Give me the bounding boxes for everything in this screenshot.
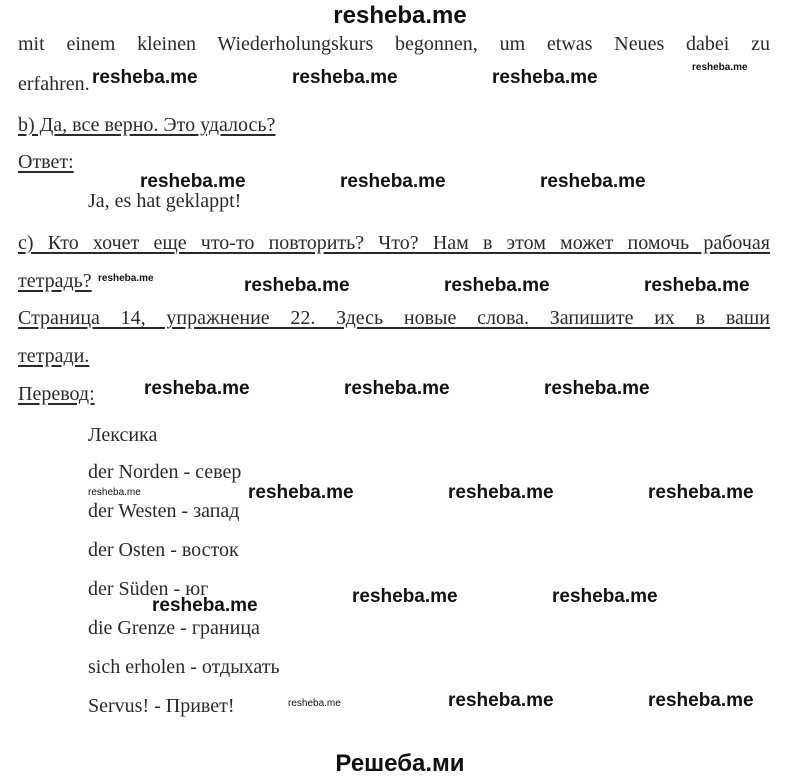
watermark: resheba.me: [544, 378, 650, 399]
watermark: resheba.me: [540, 171, 646, 192]
watermark: resheba.me: [444, 275, 550, 296]
watermark: resheba.me: [288, 698, 341, 709]
watermark: resheba.me: [292, 67, 398, 88]
watermark: resheba.me: [340, 171, 446, 192]
watermark: resheba.me: [140, 171, 246, 192]
vocab-item: sich erholen - отдыхать: [88, 656, 280, 678]
site-header: resheba.me: [333, 2, 467, 29]
vocab-heading: Лексика: [88, 424, 158, 446]
translation-label: Перевод:: [18, 383, 95, 405]
vocab-item: Servus! - Привет!: [88, 695, 235, 717]
watermark: resheba.me: [248, 482, 354, 503]
page-ref-line-1: Страница 14, упражнение 22. Здесь новые слова. Запишите их в ваши: [18, 307, 770, 329]
watermark: resheba.me: [492, 67, 598, 88]
question-b: b) Да, все верно. Это удалось?: [18, 114, 276, 136]
watermark: resheba.me: [644, 275, 750, 296]
watermark: resheba.me: [448, 482, 554, 503]
page-ref-line-2: тетради.: [18, 345, 90, 367]
watermark: resheba.me: [648, 690, 754, 711]
watermark: resheba.me: [448, 690, 554, 711]
vocab-item: der Süden - юг: [88, 578, 209, 600]
watermark: resheba.me: [692, 62, 748, 73]
watermark: resheba.me: [244, 275, 350, 296]
watermark: resheba.me: [144, 378, 250, 399]
vocab-item: der Westen - запад: [88, 500, 240, 522]
watermark: resheba.me: [92, 67, 198, 88]
question-c-line-2: тетрадь?: [18, 270, 92, 292]
watermark: resheba.me: [648, 482, 754, 503]
vocab-item: der Norden - север: [88, 461, 242, 483]
question-c-line-1: с) Кто хочет еще что-то повторить? Что? Нам в этом может помочь рабочая: [18, 232, 770, 254]
watermark: resheba.me: [88, 487, 141, 498]
answer-text: Ja, es hat geklappt!: [88, 190, 242, 212]
site-footer-brand: Решеба.ми: [335, 750, 465, 777]
vocab-item: die Grenze - граница: [88, 617, 260, 639]
watermark: resheba.me: [552, 586, 658, 607]
watermark: resheba.me: [98, 273, 154, 284]
watermark: resheba.me: [152, 595, 258, 616]
vocab-item: der Osten - восток: [88, 539, 239, 561]
paragraph-line-2: erfahren.: [18, 73, 90, 95]
paragraph-line-1: mit einem kleinen Wiederholungskurs begonnen, um etwas Neues dabei zu: [18, 33, 770, 55]
answer-label: Ответ:: [18, 151, 74, 173]
watermark: resheba.me: [344, 378, 450, 399]
watermark: resheba.me: [352, 586, 458, 607]
